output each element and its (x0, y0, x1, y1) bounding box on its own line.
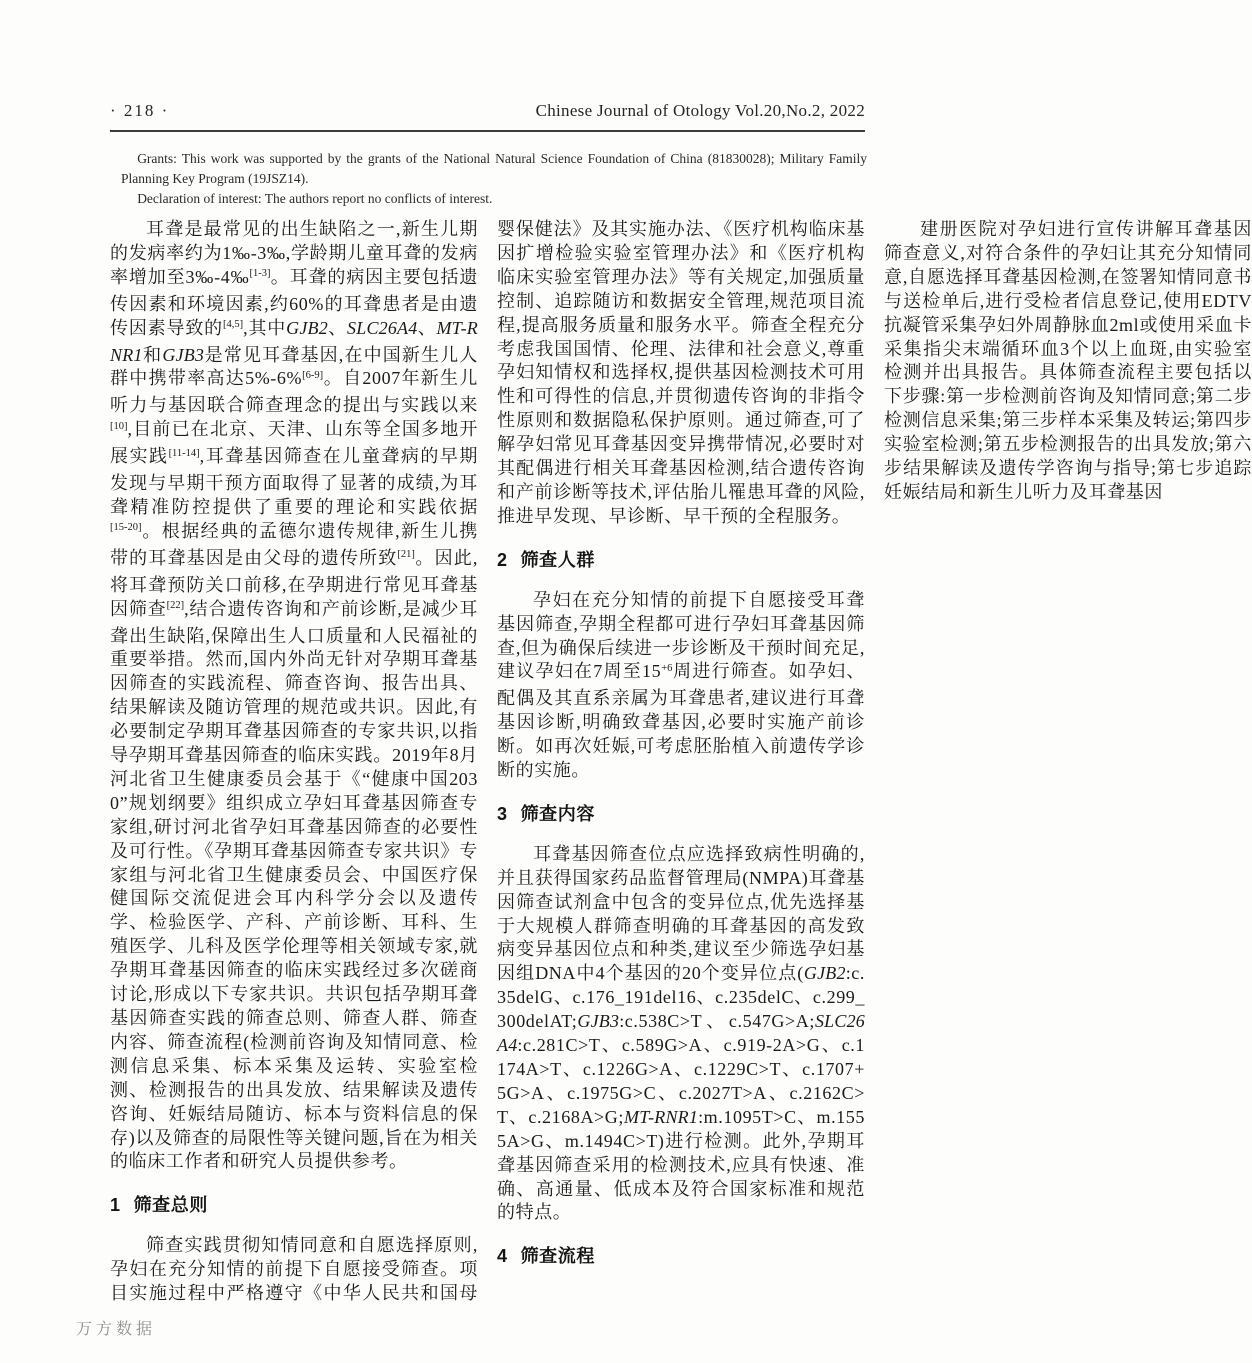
section-2-heading (497, 549, 865, 573)
text-run: 耳聋是最常见的出生缺陷之一,新生儿期的发病率约为1‰-3‰,学龄期儿童耳聋的发病率增加至3‰-4‰ (110, 219, 478, 287)
text-run: 。自2007年新生儿听力与基因联合筛查理念的提出与实践以来 (110, 368, 478, 416)
text-run: ,目前已在北京、天津、山东等全国多地开展实践 (110, 419, 478, 467)
text-run: 和 (142, 344, 163, 365)
section-4-heading (497, 1245, 865, 1269)
text-run: :m.1095T>C、m.1555A>G、m.1494C>T)进行检测。此外,孕期耳聋基因筛查采用的检测技术,应具有快速、准确、高通量、低成本及符合国家标准和规范的特点。 (497, 1106, 865, 1223)
page-header (110, 101, 865, 121)
page-footer (76, 1316, 156, 1339)
text-run: 建册医院对孕妇进行宣传讲解耳聋基因筛查意义,对符合条件的孕妇让其充分知情同意,自愿选择耳聋基因检测,在签署知情同意书与送检单后,进行受检者信息登记,使用EDTV抗凝管采集孕妇外周静脉血2ml或使用采血卡采集指尖末端循环血3个以上血斑,由实验室检测并出具报告。具体筛查流程主要包括以下步骤:第一步检测前咨询及知情同意;第二步检测信息采集;第三步样本采集及转运;第四步实验室检测;第五步检测报告的出具发放;第六步结果解读及遗传学咨询与指导;第七步追踪妊娠结局和新生儿听力及耳聋基因 (884, 219, 1252, 502)
section-4-title: 筛查流程 (520, 1246, 595, 1267)
intro-paragraph (110, 218, 478, 1174)
text-run: 、 (417, 317, 437, 338)
article-body (110, 218, 1252, 1308)
section-1-number: 1 (110, 1195, 121, 1216)
page-number: · 218 · (110, 101, 170, 120)
section-1-heading (110, 1194, 478, 1218)
gene-name: GJB3 (577, 1011, 620, 1032)
gene-name: GJB3 (162, 344, 205, 365)
superscript-text: [1-3] (249, 268, 271, 280)
gene-name: GJB2 (286, 317, 328, 338)
superscript-text: [4,5] (223, 319, 244, 331)
gene-name: SLC26A4 (497, 1011, 865, 1056)
text-run: ,结合遗传咨询和产前诊断,是减少耳聋出生缺陷,保障出生人口质量和人民福祉的重要举措。然而,国内外尚无针对孕期耳聋基因筛查的实践流程、筛查咨询、报告出具、结果解读及随访管理的规范或共识。因此,有必要制定孕期耳聋基因筛查的专家共识,以指导孕期耳聋基因筛查的临床实践。2019年8月河北省卫生健康委员会基于《“健康中国2030”规划纲要》组织成立孕妇耳聋基因筛查专家组,研讨河北省孕妇耳聋基因筛查的必要性及可行性。《孕期耳聋基因筛查专家共识》专家组与河北省卫生健康委员会、中国医疗保健国际交流促进会耳内科学分会以及遗传学、检验医学、产科、产前诊断、耳科、生殖医学、儿科及医学伦理等相关领域专家,就孕期耳聋基因筛查的临床实践经过多次磋商讨论,形成以下专家共识。共识包括孕期耳聋基因筛查实践的筛查总则、筛查人群、筛查内容、筛查流程(检测前咨询及知情同意、检测信息采集、标本采集及运转、实验室检测、检测报告的出具发放、结果解读及遗传咨询、妊娠结局随访、标本与资料信息的保存)以及筛查的局限性等关键问题,旨在为相关的临床工作者和研究人员提供参考。 (110, 598, 478, 1172)
superscript-text: [15-20] (110, 522, 142, 534)
text-run: 、 (327, 317, 348, 338)
text-run: 筛查实践贯彻知情同意和自愿选择原则,孕妇在充分知情的前提下自愿接受筛查。项目实施过程中严格遵守《中华人民共和国母婴保健法》及其实施办法、《医疗机构临床基因扩增检验实验室管理办法》和《医疗机构临床实验室管理办法》等有关规定,加强质量控制、追踪随访和数据安全管理,规范项目流程,提高服务质量和服务水平。筛查全程充分考虑我国国情、伦理、法律和社会意义,尊重孕妇知情权和选择权,提供基因检测技术可用性和可得性的信息,并贯彻遗传咨询的非指令性原则和数据隐私保护原则。通过筛查,可了解孕妇常见耳聋基因变异携带情况,必要时对其配偶进行相关耳聋基因检测,结合遗传咨询和产前诊断等技术,评估胎儿罹患耳聋的风险,推进早发现、早诊断、早干预的全程服务。 (110, 219, 865, 1304)
gene-name: MT-RNR1 (624, 1106, 699, 1127)
text-run: 孕妇在充分知情的前提下自愿接受耳聋基因筛查,孕期全程都可进行孕妇耳聋基因筛查,但为确保后续进一步诊断及干预时间充足,建议孕妇在7周至15 (497, 589, 865, 682)
grants-note: Grants: This work was supported by the grants of the National Natural Science Foundation of China (81830028); Military Family Planning Key Program (19JSZ14). (121, 151, 867, 186)
superscript-text: [10] (110, 420, 128, 432)
gene-name: SLC26A4 (347, 317, 418, 338)
gene-name: GJB2 (803, 963, 846, 984)
section-3-title: 筛查内容 (520, 803, 595, 824)
superscript-text: [22] (166, 600, 185, 612)
superscript-text: +6 (661, 662, 673, 674)
watermark-wanfang: 万方数据 (76, 1321, 157, 1338)
superscript-text: [11-14] (168, 447, 200, 459)
section-3-paragraph (497, 843, 865, 1226)
gene-name: MT-RNR1 (110, 317, 478, 365)
section-1-title: 筛查总则 (133, 1195, 208, 1216)
section-4-paragraph (884, 218, 1252, 505)
section-4-number: 4 (497, 1246, 508, 1267)
header-rule (110, 130, 865, 132)
text-run: 。因此,将耳聋预防关口前移,在孕期进行常见耳聋基因筛查 (110, 547, 479, 619)
text-run: ,耳聋基因筛查在儿童聋病的早期发现与早期干预方面取得了显著的成绩,为耳聋精准防控提供了重要的理论和实践依据 (110, 446, 478, 517)
section-3-number: 3 (497, 803, 508, 824)
section-2-title: 筛查人群 (520, 549, 595, 570)
text-run: 。耳聋的病因主要包括遗传因素和环境因素,约60%的耳聋患者是由遗传因素导致的 (110, 266, 478, 338)
text-run: ,其中 (243, 317, 287, 338)
text-run: 是常见耳聋基因,在中国新生儿人群中携带率高达5%-6% (110, 344, 478, 389)
text-run: 。根据经典的孟德尔遗传规律,新生儿携带的耳聋基因是由父母的遗传所致 (110, 520, 478, 568)
superscript-text: [6-9] (302, 369, 324, 381)
superscript-text: [21] (397, 549, 415, 561)
text-run: :c.281C>T、c.589G>A、c.919-2A>G、c.1174A>T、c.1226G>A、c.1229C>T、c.1707+5G>A、c.1975G>C、c.2027T>A、c.2162C>T、c.2168A>G; (497, 1035, 865, 1127)
text-run: 耳聋基因筛查位点应选择致病性明确的,并且获得国家药品监督管理局(NMPA)耳聋基因筛查试剂盒中包含的变异位点,优先选择基于大规模人群筛查明确的耳聋基因的高发致病变异基因位点和种类,建议至少筛选孕妇基因组DNA中4个基因的20个变异位点( (497, 843, 865, 984)
frontmatter (121, 149, 867, 209)
declaration-note: Declaration of interest: The authors report no conflicts of interest. (137, 191, 493, 206)
journal-title: Chinese Journal of Otology Vol.20,No.2, 2022 (535, 101, 865, 120)
section-2-paragraph (497, 589, 865, 783)
section-3-heading (497, 803, 865, 827)
text-run: 周进行筛查。如孕妇、配偶及其直系亲属为耳聋患者,建议进行耳聋基因诊断,明确致聋基因,必要时实施产前诊断。如再次妊娠,可考虑胚胎植入前遗传学诊断的实施。 (497, 661, 866, 781)
text-run: :c.538C>T、c.547G>A; (619, 1011, 815, 1032)
text-run: :c.35delG、c.176_191del16、c.235delC、c.299_300delAT; (497, 963, 865, 1032)
section-2-number: 2 (497, 549, 508, 570)
